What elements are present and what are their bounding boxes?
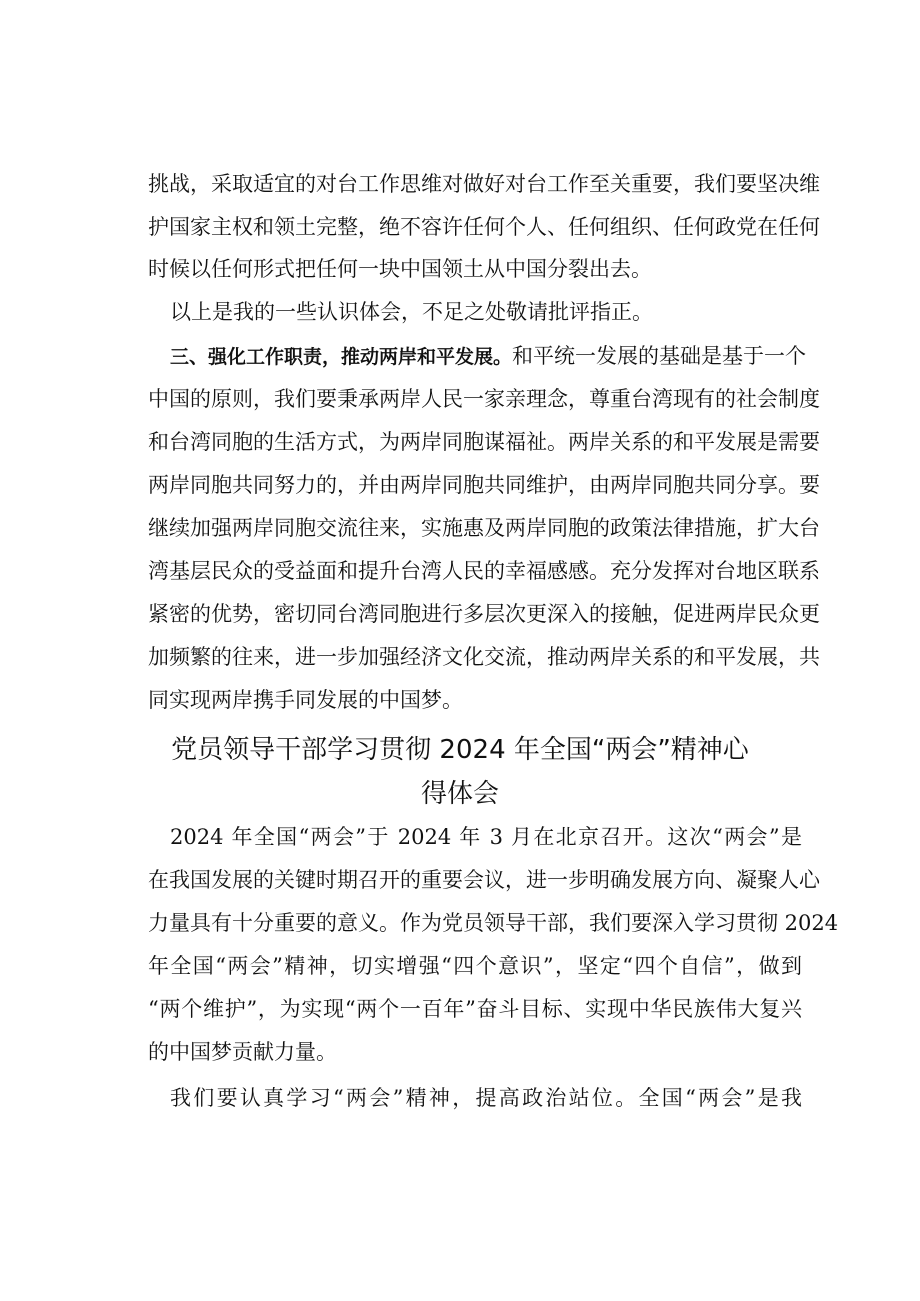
text-line: 在我国发展的关键时期召开的重要会议，进一步明确发展方向、凝聚人心 <box>148 868 820 892</box>
text-line: “两个维护”，为实现“两个一百年”奋斗目标、实现中华民族伟大复兴 <box>148 997 802 1021</box>
paragraph-line <box>0 817 920 857</box>
paragraph-line <box>0 637 920 677</box>
text-line: 2024 年全国“两会”于 2024 年 3 月在北京召开。这次“两会”是 <box>170 825 802 849</box>
paragraph-line <box>0 594 920 634</box>
paragraph-line <box>0 379 920 419</box>
paragraph-line <box>0 946 920 986</box>
text-line: 两岸同胞共同努力的，并由两岸同胞共同维护，由两岸同胞共同分享。要 <box>148 473 820 497</box>
text-line: 挑战，采取适宜的对台工作思维对做好对台工作至关重要，我们要坚决维 <box>148 172 820 196</box>
paragraph-line <box>0 680 920 720</box>
text-line: 以上是我的一些认识体会，不足之处敬请批评指正。 <box>170 300 653 324</box>
text-line: 年全国“两会”精神，切实增强“四个意识”，坚定“四个自信”，做到 <box>148 954 802 978</box>
text-line: 和台湾同胞的生活方式，为两岸同胞谋福祉。两岸关系的和平发展是需要 <box>148 430 820 454</box>
article-title: 党员领导干部学习贯彻 2024 年全国“两会”精神心 <box>171 735 749 765</box>
text-line: 时候以任何形式把任何一块中国领土从中国分裂出去。 <box>148 257 652 281</box>
text-line: 中国的原则，我们要秉承两岸人民一家亲理念，尊重台湾现有的社会制度 <box>148 387 820 411</box>
section-heading: 三、强化工作职责，推动两岸和平发展。 <box>170 346 513 368</box>
paragraph-line <box>0 249 920 289</box>
paragraph-line <box>0 508 920 548</box>
paragraph-line <box>0 422 920 462</box>
article-title-continued: 得体会 <box>420 779 499 809</box>
paragraph-line <box>0 164 920 204</box>
text-line: 和平统一发展的基础是基于一个 <box>512 344 807 368</box>
paragraph-line <box>0 551 920 591</box>
text-line: 的中国梦贡献力量。 <box>148 1040 337 1064</box>
text-line: 我们要认真学习“两会”精神，提高政治站位。全国“两会”是我 <box>170 1086 802 1110</box>
paragraph-line <box>0 989 920 1029</box>
paragraph-line <box>0 1032 920 1072</box>
text-line: 继续加强两岸同胞交流往来，实施惠及两岸同胞的政策法律措施，扩大台 <box>148 516 820 540</box>
paragraph-line <box>0 903 920 943</box>
closing-line <box>0 292 920 332</box>
text-line: 护国家主权和领土完整，绝不容许任何个人、任何组织、任何政党在任何 <box>148 215 820 239</box>
text-line: 同实现两岸携手同发展的中国梦。 <box>148 688 463 712</box>
text-line: 加频繁的往来，进一步加强经济文化交流，推动两岸关系的和平发展，共 <box>148 645 820 669</box>
text-line: 紧密的优势，密切同台湾同胞进行多层次更深入的接触，促进两岸民众更 <box>148 602 820 626</box>
section-heading-line <box>0 336 920 376</box>
text-line: 力量具有十分重要的意义。作为党员领导干部，我们要深入学习贯彻 2024 <box>148 911 839 935</box>
paragraph-line <box>0 207 920 247</box>
paragraph-line <box>0 1078 920 1118</box>
paragraph-line <box>0 465 920 505</box>
text-line: 湾基层民众的受益面和提升台湾人民的幸福感感。充分发挥对台地区联系 <box>148 559 820 583</box>
paragraph-line <box>0 860 920 900</box>
